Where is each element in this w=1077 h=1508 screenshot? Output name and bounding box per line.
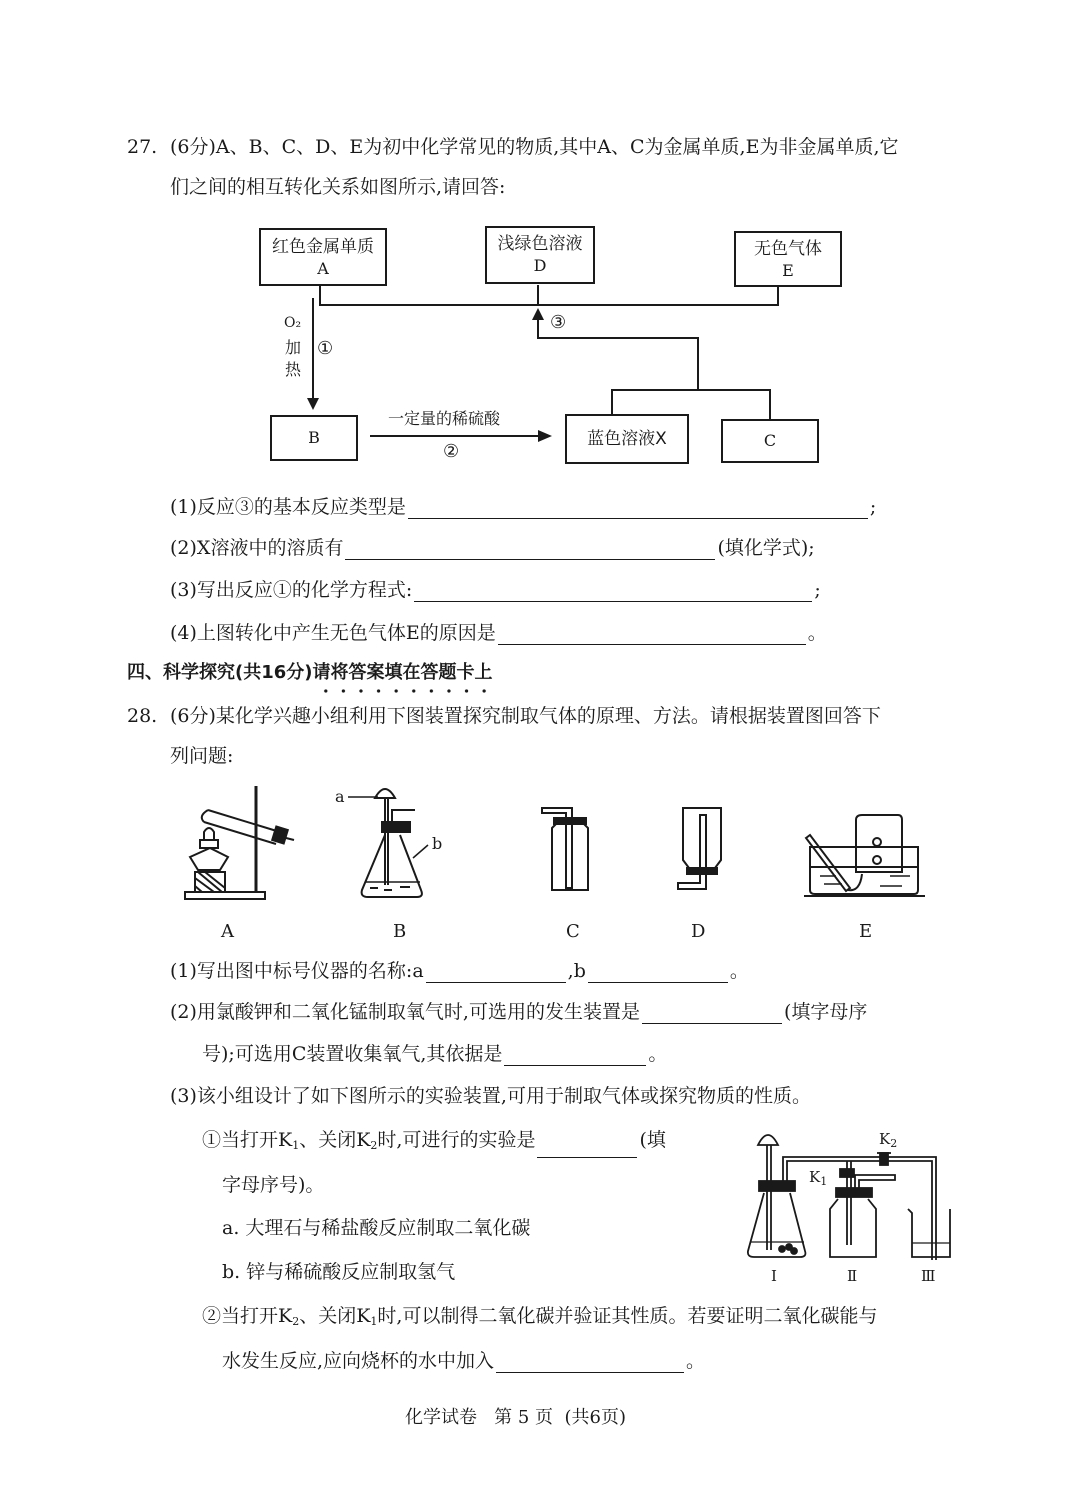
box-x	[565, 414, 689, 464]
q28-question-3-2	[202, 1304, 877, 1334]
q27-q2-text: (2)X溶液中的溶质有	[170, 537, 344, 559]
q28-intro-line2: 列问题:	[170, 745, 234, 767]
arrow2-reagent: 一定量的稀硫酸	[388, 409, 501, 428]
q27-intro-line2: 们之间的相互转化关系如图所示,请回答:	[170, 176, 506, 198]
arrow3-head	[532, 308, 544, 320]
q28-q2-suffix1: (填字母序	[783, 1001, 868, 1023]
q28-question-3-1-line2: 字母序号)。	[222, 1174, 325, 1196]
bottle-ii-drawing	[830, 1161, 895, 1257]
box-c-letter: C	[763, 431, 777, 450]
q32-k2-subscript: 2	[292, 1315, 300, 1328]
box-e-letter: E	[782, 261, 794, 280]
setup-label-i: Ⅰ	[771, 1267, 777, 1285]
q27-question-3	[170, 578, 821, 602]
arrow2-head	[538, 430, 552, 442]
setup-label-ii: Ⅱ	[847, 1267, 858, 1285]
q28-question-2-line2	[202, 1042, 667, 1066]
box-b-letter: B	[308, 428, 320, 447]
q28-question-2-line1	[170, 1000, 867, 1024]
k1-label-subscript: 1	[820, 1175, 828, 1188]
apparatus-label-b: B	[393, 921, 407, 942]
arrow1-condition-jia: 加	[285, 338, 302, 357]
q28-q1-mid: ,b	[567, 960, 586, 982]
q28-question-1	[170, 959, 749, 983]
q28-q2-text2: 号);可选用C装置收集氧气,其依据是	[202, 1043, 503, 1065]
apparatus-e-drawing	[804, 815, 925, 896]
box-a-letter: A	[317, 259, 329, 278]
q28-q32-text-c: 时,可以制得二氧化碳并验证其性质。若要证明二氧化碳能与	[377, 1305, 878, 1327]
arrow1-label: ①	[317, 338, 334, 359]
q27-question-2	[170, 536, 815, 560]
box-d-title: 浅绿色溶液	[497, 234, 583, 254]
q27-number: 27.	[127, 136, 158, 158]
q28-question-3-1	[202, 1128, 666, 1158]
beaker-iii-drawing	[908, 1209, 950, 1257]
box-d	[485, 226, 595, 284]
emphasis-dots	[313, 688, 493, 694]
top-connector-line	[320, 285, 778, 305]
q32-k1-subscript: 1	[370, 1315, 378, 1328]
q28-q2-text: (2)用氯酸钾和二氧化锰制取氧气时,可选用的发生装置是	[170, 1001, 640, 1023]
q27-q3-suffix: ;	[814, 579, 821, 601]
q27-q1-answer-blank[interactable]	[408, 498, 868, 519]
box-e	[734, 231, 842, 287]
apparatus-figure	[170, 780, 950, 910]
q28-q31-text-a: ①当打开K	[202, 1129, 293, 1151]
apparatus-label-a: A	[221, 921, 234, 942]
q27-q3-text: (3)写出反应①的化学方程式:	[170, 579, 413, 601]
q27-q4-text: (4)上图转化中产生无色气体E的原因是	[170, 622, 496, 644]
k2-subscript: 2	[370, 1139, 378, 1152]
q28-intro-line1: (6分)某化学兴趣小组利用下图装置探究制取气体的原理、方法。请根据装置图回答下	[170, 705, 881, 727]
box-a	[259, 228, 387, 286]
q28-q32-text-b: 、关闭K	[299, 1305, 371, 1327]
q27-q1-suffix: ;	[869, 496, 877, 518]
q28-q1-text: (1)写出图中标号仪器的名称:a	[170, 960, 424, 982]
arrow1-condition-re: 热	[285, 360, 302, 379]
q28-q32-suffix: 。	[686, 1350, 706, 1372]
q28-q1-answer-a-blank[interactable]	[426, 962, 566, 983]
q27-q4-answer-blank[interactable]	[498, 624, 806, 645]
box-e-title: 无色气体	[754, 239, 822, 259]
q27-q2-answer-blank[interactable]	[345, 539, 715, 560]
arrow3-label: ③	[550, 312, 567, 333]
q27-intro-line1: (6分)A、B、C、D、E为初中化学常见的物质,其中A、C为金属单质,E为非金属单质,它	[170, 136, 899, 158]
apparatus-c-drawing	[542, 808, 588, 890]
section4-emphasis-text: 请将答案填在答题卡上	[312, 662, 493, 683]
q28-q31-answer-blank[interactable]	[537, 1137, 637, 1158]
q28-question-3-2-line2	[222, 1349, 705, 1373]
setup-label-iii: Ⅲ	[921, 1267, 936, 1285]
setup-label-k1	[809, 1168, 827, 1188]
q28-number: 28.	[127, 705, 158, 727]
page-footer: 化学试卷 第 5 页 (共6页)	[405, 1407, 627, 1428]
arrow1-condition-o2: O₂	[284, 315, 302, 331]
k2-valve	[877, 1153, 891, 1165]
apparatus-label-d: D	[691, 921, 706, 942]
section4-emphasis	[313, 662, 493, 683]
box-d-letter: D	[533, 256, 547, 275]
q27-q3-answer-blank[interactable]	[414, 581, 812, 602]
apparatus-a-drawing	[185, 786, 294, 899]
apparatus-d-drawing	[678, 808, 721, 889]
setup-label-k2	[879, 1130, 897, 1150]
q28-q2-suffix2: 。	[648, 1043, 668, 1065]
q27-q4-suffix: 。	[807, 622, 827, 644]
k1-subscript: 1	[292, 1139, 300, 1152]
box-c	[721, 419, 819, 463]
q28-q32-answer-blank[interactable]	[496, 1352, 684, 1373]
k1-letter: K	[809, 1168, 821, 1186]
section4-heading	[127, 661, 493, 685]
q28-q1-answer-b-blank[interactable]	[588, 962, 728, 983]
q28-q31-text-b: 、关闭K	[299, 1129, 371, 1151]
box-a-title: 红色金属单质	[272, 237, 374, 257]
k2-letter: K	[879, 1130, 891, 1148]
q28-option-b: b. 锌与稀硫酸反应制取氢气	[222, 1261, 456, 1283]
q27-q1-text: (1)反应③的基本反应类型是	[170, 496, 406, 518]
k2-label-subscript: 2	[890, 1137, 898, 1150]
section4-title: 四、科学探究(共16分)	[127, 662, 313, 683]
q28-q1-suffix: 。	[729, 960, 749, 982]
apparatus-label-c: C	[566, 921, 580, 942]
mark-b: b	[432, 834, 443, 853]
q28-option-a: a. 大理石与稀盐酸反应制取二氧化碳	[222, 1217, 531, 1239]
apparatus-b-drawing	[348, 789, 428, 897]
q28-question-3: (3)该小组设计了如下图所示的实验装置,可用于制取气体或探究物质的性质。	[170, 1085, 811, 1107]
q28-q31-text-c: 时,可进行的实验是	[377, 1129, 536, 1151]
q27-question-1	[170, 495, 876, 519]
q27-q2-suffix: (填化学式);	[717, 537, 815, 559]
q28-q32-text-a: ②当打开K	[202, 1305, 293, 1327]
arrow1-head	[307, 398, 319, 410]
q28-q31-suffix: (填	[639, 1129, 666, 1151]
q28-q32-text-d: 水发生反应,应向烧杯的水中加入	[222, 1350, 495, 1372]
q28-q2-answer1-blank[interactable]	[642, 1003, 782, 1024]
arrow2-label: ②	[443, 441, 460, 462]
apparatus-label-e: E	[859, 921, 873, 942]
q27-question-4	[170, 621, 827, 645]
q28-q2-answer2-blank[interactable]	[504, 1045, 646, 1066]
box-x-title: 蓝色溶液X	[587, 429, 667, 449]
experiment-setup-figure	[740, 1125, 955, 1265]
mark-a: a	[335, 787, 345, 806]
box-b	[270, 415, 358, 461]
